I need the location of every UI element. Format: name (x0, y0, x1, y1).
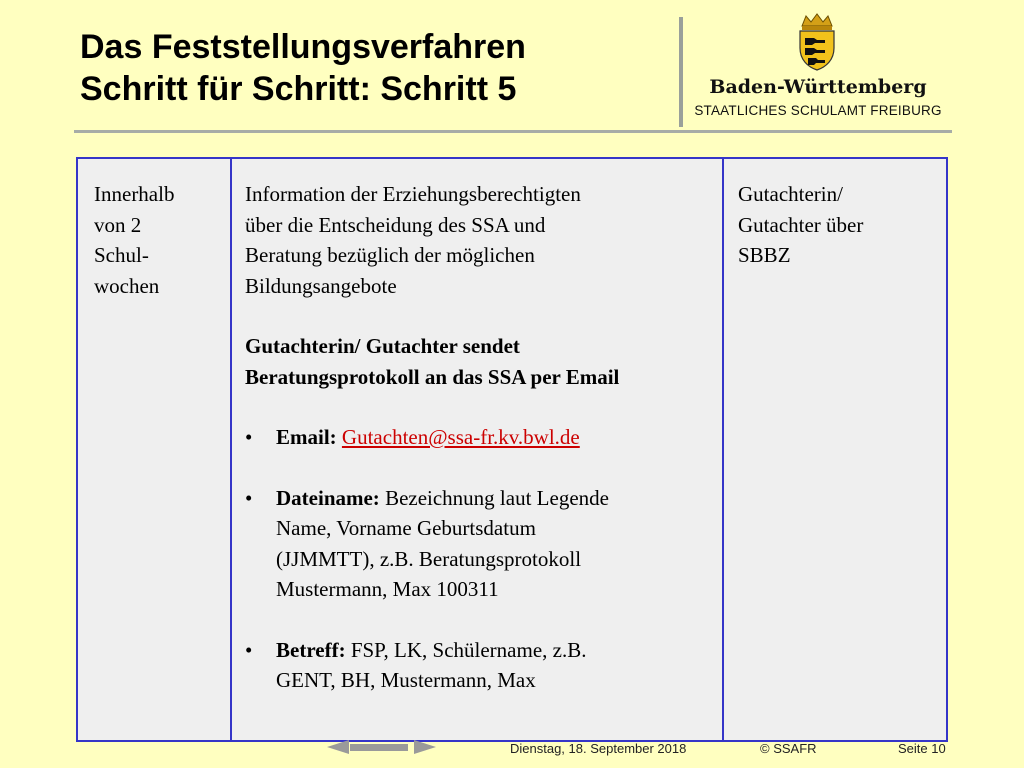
logo-name: Baden-Württemberg (709, 76, 927, 98)
next-slide-arrow-icon[interactable] (414, 740, 436, 754)
intro-line: Bildungsangebote (245, 273, 397, 298)
intro-line: über die Entscheidung des SSA und (245, 212, 546, 237)
filename-item (245, 483, 715, 605)
subject-item (245, 635, 715, 696)
timeframe-line: wochen (94, 273, 160, 298)
email-label: Email: (276, 425, 337, 449)
filename-line: Mustermann, Max 100311 (276, 577, 499, 601)
footer-page-number: Seite 10 (898, 741, 946, 756)
logo-subtitle: STAATLICHES SCHULAMT FREIBURG (694, 103, 942, 118)
filename-label: Dateiname: (276, 485, 380, 510)
previous-slide-arrow-icon[interactable] (327, 740, 349, 754)
footer-copyright: © SSAFR (760, 741, 817, 756)
filename-line: Bezeichnung laut Legende (385, 485, 609, 510)
spacer (245, 301, 715, 331)
step-table (76, 157, 948, 742)
title-line-2: Schritt für Schritt: Schritt 5 (80, 70, 517, 108)
column-divider-2 (722, 159, 724, 740)
sends-line: Beratungsprotokoll an das SSA per Email (245, 364, 620, 389)
timeframe-line: von 2 (94, 212, 142, 237)
subject-line: FSP, LK, Schülername, z.B. (350, 637, 587, 662)
responsible-line: Gutachterin/ (738, 182, 843, 206)
column-divider-1 (230, 159, 232, 740)
footer-date: Dienstag, 18. September 2018 (510, 741, 687, 756)
slide-nav-bar (350, 744, 408, 751)
intro-line: Beratung bezüglich der möglichen (245, 243, 535, 267)
responsible-cell (738, 179, 938, 271)
filename-line: Name, Vorname Geburtsdatum (276, 516, 536, 540)
bullet-icon: • (245, 485, 253, 510)
responsible-line: Gutachter über (738, 212, 864, 237)
bullet-icon: • (245, 425, 253, 449)
coat-of-arms-icon (794, 12, 840, 72)
intro-line: Information der Erziehungsberechtigten (245, 182, 581, 206)
header-horizontal-divider (74, 130, 952, 133)
instruction-list (245, 422, 715, 696)
email-item (245, 422, 715, 453)
subject-line: GENT, BH, Mustermann, Max (276, 668, 536, 692)
description-cell (245, 179, 715, 696)
spacer (245, 392, 715, 422)
subject-label: Betreff: (276, 637, 346, 662)
email-link[interactable]: Gutachten@ssa-fr.kv.bwl.de (341, 425, 580, 449)
filename-line: (JJMMTT), z.B. Beratungsprotokoll (276, 546, 582, 571)
bullet-icon: • (245, 637, 253, 662)
responsible-line: SBBZ (738, 243, 791, 267)
title-line-1: Das Feststellungsverfahren (80, 28, 526, 66)
page-title (80, 26, 526, 110)
timeframe-line: Innerhalb (94, 182, 175, 206)
timeframe-cell (94, 179, 224, 301)
timeframe-line: Schul- (94, 243, 149, 267)
sends-line: Gutachterin/ Gutachter sendet (245, 334, 520, 358)
